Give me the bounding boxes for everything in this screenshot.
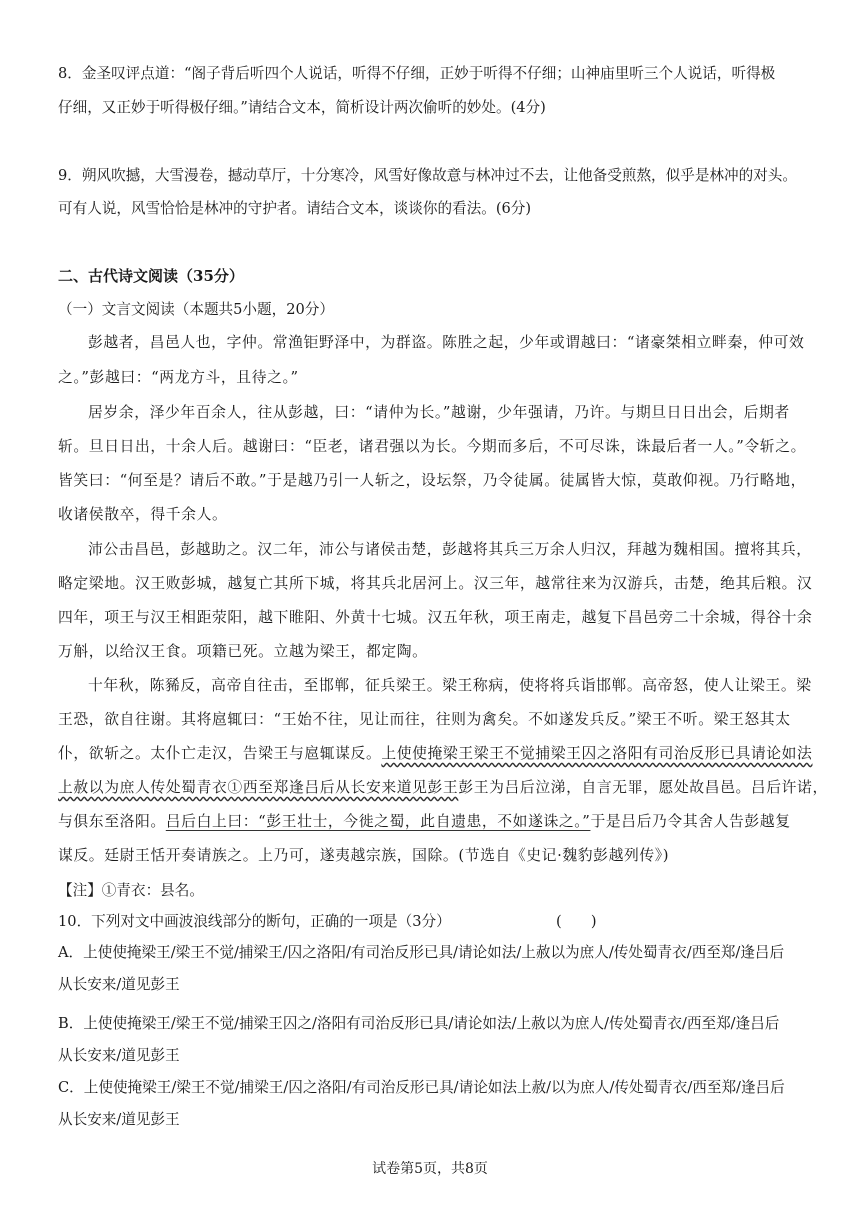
- q8-line-1: 8．金圣叹评点道：“阁子背后听四个人说话，听得不仔细，正妙于听得不仔细；山神庙里听三个人说话，听得极: [58, 65, 776, 82]
- underlined-sentence: 吕后白上曰：“彭王壮士，今徙之蜀，此自遗患，不如遂诛之。”: [165, 813, 591, 830]
- subsection-title: （一）文言文阅读（本题共5小题，20分）: [58, 301, 334, 318]
- q10-stem: [58, 912, 597, 932]
- passage-p3-line-2: 略定梁地。汉王败彭城，越复亡其所下城，将其兵北居河上。汉三年，越常往来为汉游兵，击楚，绝其后粮。汉: [58, 575, 813, 592]
- passage-text: 彭王为吕后泣涕，自言无罪，愿处故昌邑。吕后许诺，: [458, 779, 828, 796]
- passage-p2-line-4: 收诸侯散卒，得千余人。: [58, 506, 228, 523]
- q10-option-b-line-1: B．上使使掩梁王/梁王不觉/捕梁王囚之/洛阳有司治反形已具/请论如法/上赦以为庶人/传处蜀青衣/西至郑/逢吕后: [58, 1015, 780, 1032]
- passage-p2-line-1: 居岁余，泽少年百余人，往从彭越，曰：“请仲为长。”越谢，少年强请，乃许。与期旦日日出会，后期者: [88, 404, 790, 421]
- passage-p4-line-3: [58, 744, 812, 764]
- passage-p4-line-1: 十年秋，陈豨反，高帝自往击，至邯郸，征兵梁王。梁王称病，使将将兵诣邯郸。高帝怒，使人让梁王。梁: [88, 677, 812, 694]
- passage-p2-line-3: 皆笑曰：“何至是？请后不敢。”于是越乃引一人斩之，设坛祭，乃令徒属。徒属皆大惊，莫敢仰视。乃行略地，: [58, 472, 806, 489]
- q10-option-c-line-1: C．上使使掩梁王/梁王不觉/捕梁王/囚之洛阳/有司治反形已具/请论如法上赦/以为庶人/传处蜀青衣/西至郑/逢吕后: [58, 1079, 785, 1096]
- wavy-underlined-passage: 上使使掩梁王梁王不觉捕梁王囚之洛阳有司治反形已具请论如法: [381, 745, 813, 762]
- q10-option-c-line-2: 从长安来/道见彭王: [58, 1111, 180, 1128]
- answer-blank: ( ): [556, 913, 597, 930]
- passage-p2-line-2: 斩。旦日日出，十余人后。越谢曰：“臣老，诸君强以为长。今期而多后，不可尽诛，诛最后者一人。”令斩之。: [58, 438, 806, 455]
- passage-text: 于是吕后乃令其舍人告彭越复: [590, 813, 791, 830]
- page-footer: 试卷第5页，共8页: [372, 1161, 488, 1177]
- wavy-underlined-passage: 上赦以为庶人传处蜀青衣①西至郑逢吕后从长安来道见彭王: [58, 779, 459, 796]
- q10-option-a-line-1: A．上使使掩梁王/梁王不觉/捕梁王/囚之洛阳/有司治反形已具/请论如法/上赦以为庶人/传处蜀青衣/西至郑/逢吕后: [58, 944, 785, 961]
- q8-line-2: 仔细，又正妙于听得极仔细。”请结合文本，简析设计两次偷听的妙处。(4分): [58, 99, 546, 116]
- passage-p1-line-2: 之。”彭越曰：“两龙方斗，且待之。”: [58, 369, 299, 386]
- q9-line-2: 可有人说，风雪恰恰是林冲的守护者。请结合文本，谈谈你的看法。(6分): [58, 200, 532, 217]
- q10-option-a-line-2: 从长安来/道见彭王: [58, 976, 180, 993]
- passage-p4-line-6: 谋反。廷尉王恬开奏请族之。上乃可，遂夷越宗族，国除。(节选自《史记·魏豹彭越列传》): [58, 847, 670, 864]
- passage-p3-line-1: 沛公击昌邑，彭越助之。汉二年，沛公与诸侯击楚，彭越将其兵三万余人归汉，拜越为魏相国。擅将其兵，: [88, 541, 812, 558]
- section-title: 二、古代诗文阅读（35分）: [58, 267, 244, 285]
- passage-text: 与俱东至洛阳。: [58, 813, 166, 830]
- annotation-note: 【注】①青衣：县名。: [58, 882, 204, 899]
- passage-p4-line-4: [58, 778, 828, 798]
- q10-option-b-line-2: 从长安来/道见彭王: [58, 1047, 180, 1064]
- passage-p4-line-5: [58, 812, 791, 832]
- passage-p3-line-4: 万斛，以给汉王食。项籍已死。立越为梁王，都定陶。: [58, 643, 428, 660]
- passage-p4-line-2: 王恐，欲自往谢。其将扈辄曰：“王始不往，见让而往，往则为禽矣。不如遂发兵反。”梁王不听。梁王怒其太: [58, 711, 791, 728]
- q9-line-1: 9．朔风吹撼，大雪漫卷，撼动草厅，十分寒冷，风雪好像故意与林冲过不去，让他备受煎熬，似乎是林冲的对头。: [58, 167, 797, 184]
- q10-stem-text: 10．下列对文中画波浪线部分的断句，正确的一项是（3分）: [58, 913, 451, 930]
- passage-p1-line-1: 彭越者，昌邑人也，字仲。常渔钜野泽中，为群盗。陈胜之起，少年或谓越曰：“诸豪桀相立畔秦，仲可效: [88, 334, 805, 351]
- passage-p3-line-3: 四年，项王与汉王相距荥阳，越下睢阳、外黄十七城。汉五年秋，项王南走，越复下昌邑旁二十余城，得谷十余: [58, 609, 813, 626]
- passage-text: 仆，欲斩之。太仆亡走汉，告梁王与扈辄谋反。: [58, 745, 382, 762]
